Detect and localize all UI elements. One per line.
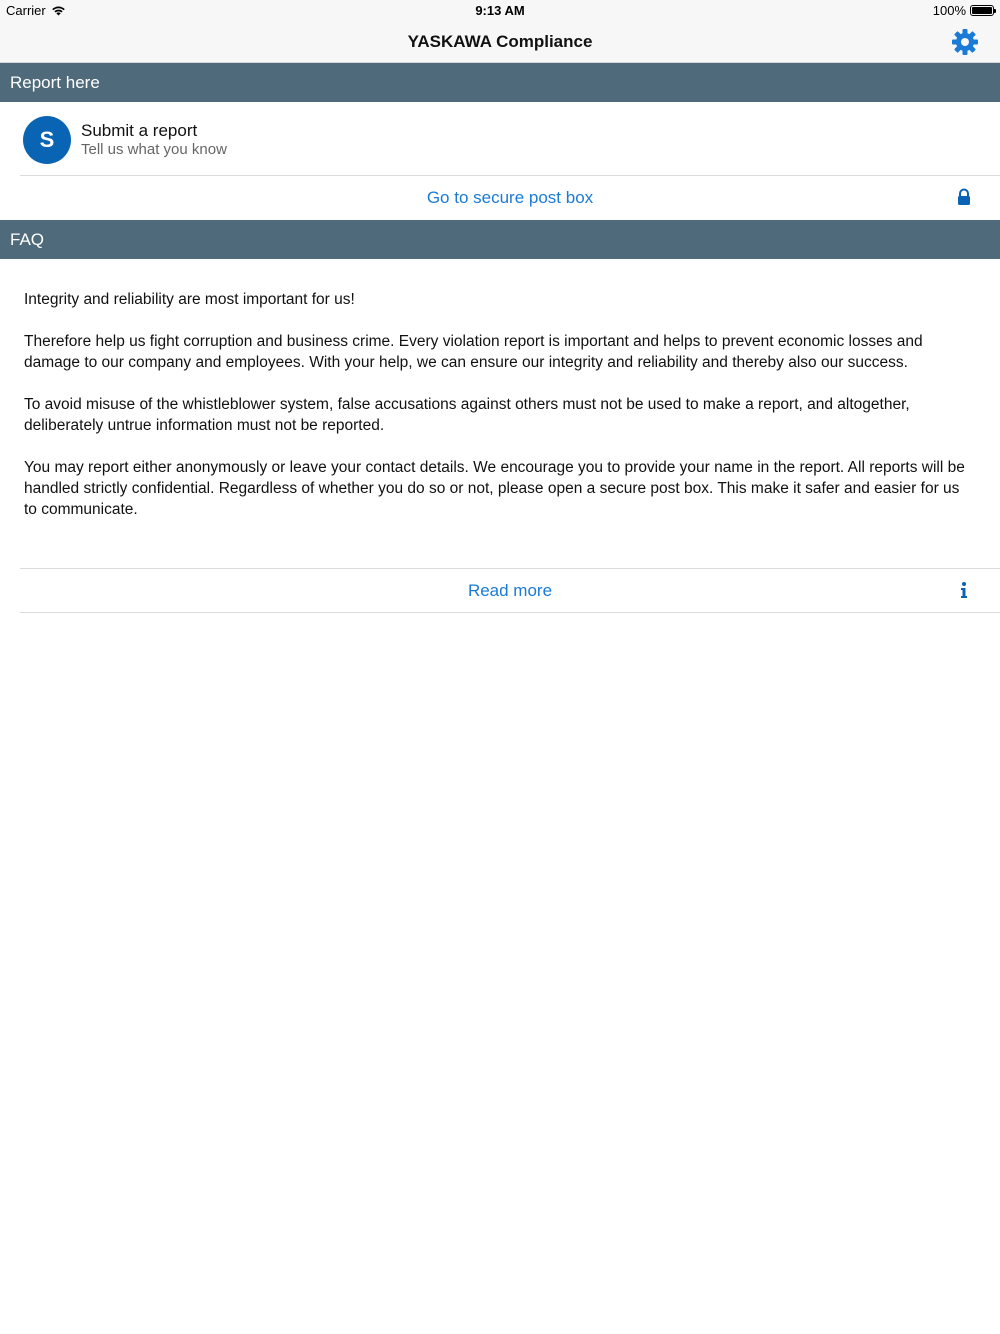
battery-indicator [933, 3, 994, 18]
faq-paragraph: Integrity and reliability are most important for us! [24, 291, 355, 308]
avatar: S [23, 116, 71, 164]
divider [20, 612, 1000, 613]
navigation-bar [0, 22, 1000, 63]
submit-report-subtitle: Tell us what you know [81, 141, 227, 158]
faq-paragraph: Therefore help us fight corruption and business crime. Every violation report is important and helps to prevent economic losses and damage to our company and employees. With your help, we can ensure our integrity and reliability and thereby also our success. [24, 333, 923, 371]
battery-icon [970, 5, 994, 16]
secure-postbox-link[interactable]: Go to secure post box [426, 188, 594, 207]
submit-report-title: Submit a report [81, 121, 198, 140]
carrier-label: Carrier [6, 3, 46, 18]
gear-icon[interactable] [950, 27, 980, 57]
report-section-header: Report here [0, 63, 1000, 102]
faq-text [24, 289, 970, 541]
read-more-row[interactable] [20, 569, 1000, 612]
faq-section-header: FAQ [0, 220, 1000, 259]
lock-icon [956, 188, 972, 206]
submit-report-row[interactable] [0, 102, 1000, 176]
read-more-link[interactable]: Read more [467, 581, 553, 600]
faq-paragraph: You may report either anonymously or leave your contact details. We encourage you to provide your name in the report. All reports will be handled strictly confidential. Regardless of whether you do so or not, please open a secure post box. This make it safer and easier for us to communicate. [24, 459, 965, 518]
secure-postbox-row[interactable] [20, 176, 1000, 219]
info-icon [956, 581, 972, 599]
faq-paragraph: To avoid misuse of the whistleblower system, false accusations against others must not be used to make a report, and altogether, deliberately untrue information must not be reported. [24, 396, 910, 434]
battery-percent: 100% [932, 3, 966, 18]
status-bar [0, 0, 1000, 22]
status-time: 9:13 AM [475, 3, 525, 18]
page-title: YASKAWA Compliance [407, 32, 593, 51]
